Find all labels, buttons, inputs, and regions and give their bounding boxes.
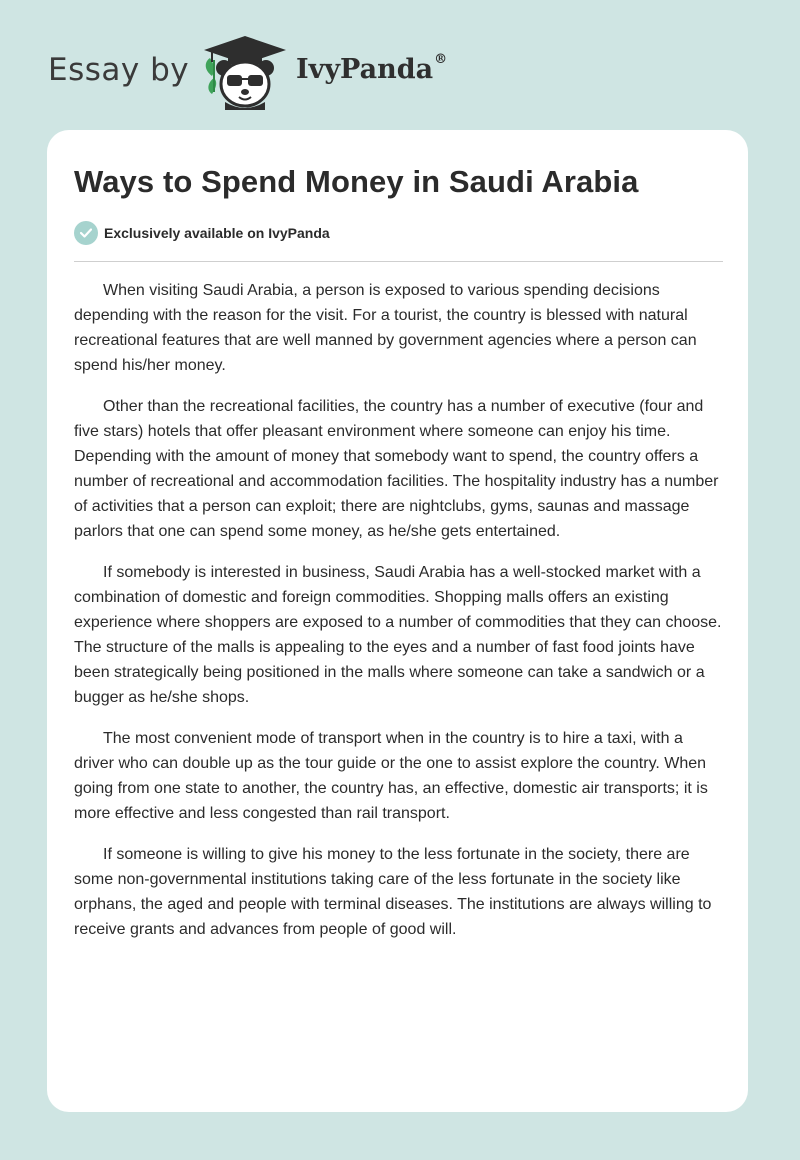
- paragraph: Other than the recreational facilities, the country has a number of executive (four and five stars) hotels that offer pleasant environment where someone can enjoy his time. Depending with the amount of money that somebody want to spend, the country offers a number of recreational and accommodation facilities. The hospitality industry has a number of activities that a person can exploit; there are nightclubs, gyms, saunas and massage parlors that one can spend some money, as he/she gets entertained.: [74, 398, 719, 540]
- essay-body: [74, 278, 726, 958]
- essay-card: [47, 130, 748, 1112]
- exclusive-badge: [74, 221, 330, 245]
- paragraph: The most convenient mode of transport when in the country is to hire a taxi, with a driver who can double up as the tour guide or the one to assist explore the country. When going from one state to another, the country has, an effective, domestic air transports; it is more effective and less congested than rail transport.: [74, 730, 708, 822]
- exclusive-label: Exclusively available on IvyPanda: [104, 225, 330, 241]
- paragraph: When visiting Saudi Arabia, a person is exposed to various spending decisions depending with the reason for the visit. For a tourist, the country is blessed with natural recreational features that are well manned by government agencies where a person can spend his/her money.: [74, 282, 697, 374]
- site-header: [48, 34, 508, 114]
- title-divider: [74, 261, 723, 262]
- trademark-symbol: ®: [434, 52, 448, 67]
- page-title: Ways to Spend Money in Saudi Arabia: [74, 164, 639, 199]
- brand-name[interactable]: IvyPanda®: [296, 52, 448, 85]
- paragraph: If somebody is interested in business, Saudi Arabia has a well-stocked market with a combination of domestic and foreign commodities. Shopping malls offers an existing experience where shoppers are exposed to a number of commodities that they can choose. The structure of the malls is appealing to the eyes and a number of fast food joints have been strategically being positioned in the malls where someone can take a sandwich or a bugger as he/she shops.: [74, 564, 722, 706]
- check-icon: [74, 221, 98, 245]
- paragraph: If someone is willing to give his money to the less fortunate in the society, there are some non-governmental institutions taking care of the less fortunate in the society like orphans, the aged and people with terminal diseases. The institutions are always willing to receive grants and advances from people of good will.: [74, 846, 712, 938]
- panda-graduate-icon[interactable]: [200, 34, 290, 110]
- essay-by-label: Essay by: [48, 52, 190, 88]
